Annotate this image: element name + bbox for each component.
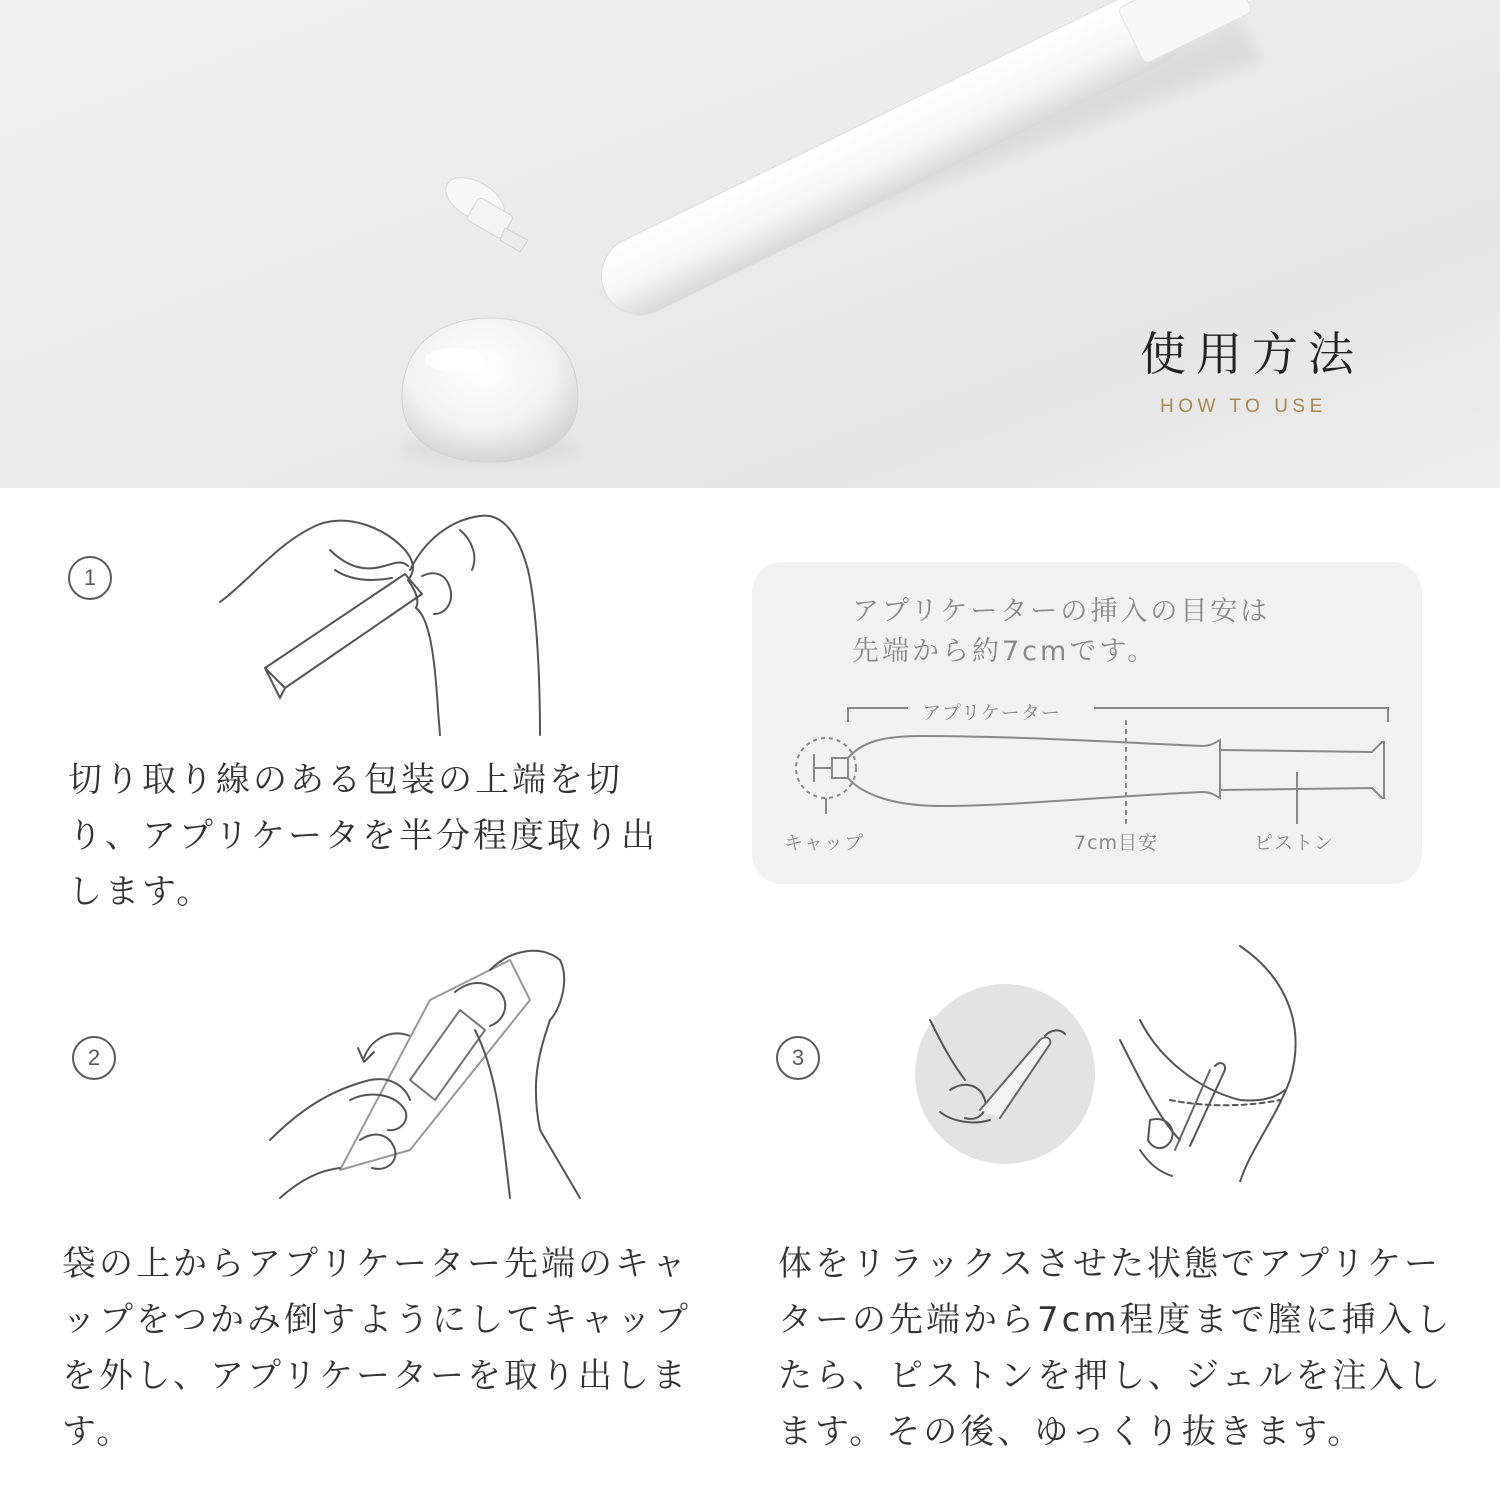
seven-cm-mark-label: 7cm目安 [1074,832,1159,854]
step-1-number: 1 [68,556,112,600]
step-2-illustration [260,940,590,1202]
step-1-illustration [210,510,550,740]
applicator-label: アプリケーター [922,702,1061,724]
cap-label: キャップ [784,832,865,854]
diagram-caption-line1: アプリケーターの挿入の目安は [852,596,1271,627]
piston-label: ピストン [1254,832,1335,854]
page-title: 使用方法 [1140,327,1364,381]
applicator-photo [588,0,1418,328]
step-2-number: 2 [72,1036,116,1080]
gel-drop-photo [400,318,580,466]
applicator-diagram [752,562,1422,884]
step-3-illustration [910,940,1310,1182]
step-3-text: 体をリラックスさせた状態でアプリケーターの先端から7cm程度まで膣に挿入したら、ピストンを押し、ジェルを注入します。その後、ゆっくり抜きます。 [778,1244,1453,1452]
step-2-text: 袋の上からアプリケーター先端のキャップをつかみ倒すようにしてキャップを外し、アプリケーターを取り出します。 [62,1244,691,1452]
step-1-text: 切り取り線のある包装の上端を切り、アプリケータを半分程度取り出します。 [68,760,658,912]
diagram-caption-line2: 先端から約7cmです。 [852,636,1158,667]
hero-banner [0,0,1500,488]
cap-photo [438,168,528,252]
page-subtitle: HOW TO USE [1160,396,1327,417]
step-3-number: 3 [776,1036,820,1080]
inset-circle [915,984,1095,1164]
